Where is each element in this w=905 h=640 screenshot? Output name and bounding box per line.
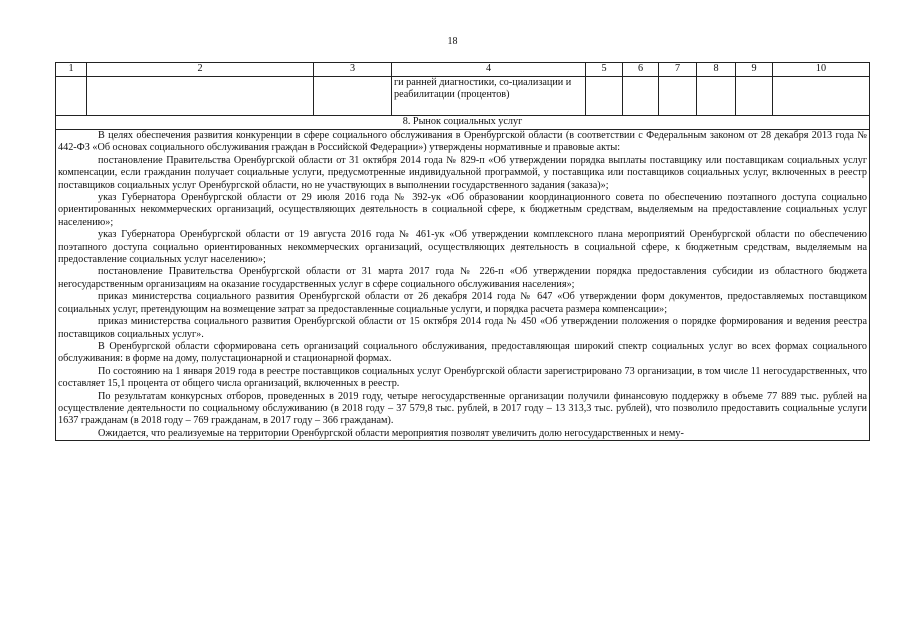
column-number: 4 — [392, 63, 586, 77]
column-number: 10 — [773, 63, 870, 77]
body-text-cell — [56, 130, 870, 441]
column-number: 6 — [623, 63, 659, 77]
table-row — [56, 77, 870, 116]
indicator-cell: ги ранней диагностики, со-циализации и реабилитации (процентов) — [392, 77, 586, 116]
column-number: 3 — [314, 63, 392, 77]
table-header-row — [56, 63, 870, 77]
column-number: 1 — [56, 63, 87, 77]
paragraph: постановление Правительства Оренбургской области от 31 марта 2017 года № 226-п «Об утверждении порядка предоставления субсидии из областного бюджета негосударственным организациям на оказание государственных услуг в сфере социального обслуживания населения»; — [58, 266, 867, 290]
table-cell — [314, 77, 392, 116]
table-cell — [586, 77, 623, 116]
column-number: 7 — [659, 63, 697, 77]
paragraph: В Оренбургской области сформирована сеть организаций социального обслуживания, предоставляющая широкий спектр социальных услуг во всех формах социального обслуживания: в форме на дому, полустационарной и стационарной формах. — [58, 340, 867, 365]
paragraph: постановление Правительства Оренбургской области от 31 октября 2014 года № 829-п «Об утверждении порядка выплаты поставщику или поставщикам социальных услуг компенсации, если гражданин получает социальные услуги, предусмотренные индивидуальной программой, у поставщика или поставщиков социальных услуг, включенных в реестр поставщиков социальных услуг Оренбургской области, но не участвующих в выполнении государственного задания (заказа)»; — [58, 154, 867, 191]
section-row — [56, 116, 870, 130]
document-table — [55, 62, 870, 441]
paragraph: Ожидается, что реализуемые на территории Оренбургской области мероприятия позволят увеличить долю негосударственных и нему- — [98, 427, 684, 439]
column-number: 5 — [586, 63, 623, 77]
table-cell — [87, 77, 314, 116]
column-number: 2 — [87, 63, 314, 77]
table-cell — [659, 77, 697, 116]
table-cell — [697, 77, 736, 116]
table-cell — [736, 77, 773, 116]
page-number: 18 — [447, 36, 458, 47]
paragraph: указ Губернатора Оренбургской области от 29 июля 2016 года № 392-ук «Об образовании координационного совета по обеспечению поэтапного доступа социально ориентированных некоммерческих организаций, осуществляющих деятельность в социальной сфере, к бюджетным средствам, выделяемым на предоставление социальных услуг населению»; — [58, 192, 867, 228]
paragraph: приказ министерства социального развития Оренбургской области от 15 октября 2014 года № 450 «Об утверждении положения о порядке формирования и ведения реестра поставщиков социальных услуг». — [58, 316, 867, 340]
body-row — [56, 130, 870, 441]
column-number: 8 — [697, 63, 736, 77]
paragraph: По результатам конкурсных отборов, проведенных в 2019 году, четыре негосударственные организации получили финансовую поддержку в объеме 77 889 тыс. рублей на осуществление деятельности по социальному обслуживанию (в 2018 году – 37 579,8 тыс. рублей, в 2017 году – 13 313,3 тыс. рублей), что позволило предоставить социальные услуги 1637 гражданам (в 2018 году – 769 гражданам, в 2017 году – 366 гражданам). — [58, 390, 867, 427]
paragraph: указ Губернатора Оренбургской области от 19 августа 2016 года № 461-ук «Об утверждении комплексного плана мероприятий Оренбургской области по обеспечению поэтапного доступа социально ориентированных некоммерческих организаций, осуществляющих деятельность в социальной сфере, к бюджетным средствам, выделяемым на предоставление социальных услуг населению»; — [58, 229, 867, 266]
paragraph: По состоянию на 1 января 2019 года в реестре поставщиков социальных услуг Оренбургской области зарегистрировано 73 организации, в том числе 11 негосударственных, что составляет 15,1 процента от общего числа организаций, включенных в реестр. — [58, 365, 867, 390]
table-cell — [56, 77, 87, 116]
paragraph: приказ министерства социального развития Оренбургской области от 26 декабря 2014 года № 647 «Об утверждении форм документов, предоставляемых поставщиком социальных услуг, претендующим на возмещение затрат за предоставленные социальные услуги, и порядка расчета размера компенсации»; — [58, 291, 867, 315]
paragraph: В целях обеспечения развития конкуренции в сфере социального обслуживания в Оренбургской области (в соответствии с Федеральным законом от 28 декабря 2013 года № 442-ФЗ «Об основах социального обслуживания граждан в Российской Федерации») утверждены нормативные и правовые акты: — [58, 130, 867, 154]
section-title: 8. Рынок социальных услуг — [56, 116, 870, 130]
table-cell — [623, 77, 659, 116]
column-number: 9 — [736, 63, 773, 77]
table-cell — [773, 77, 870, 116]
